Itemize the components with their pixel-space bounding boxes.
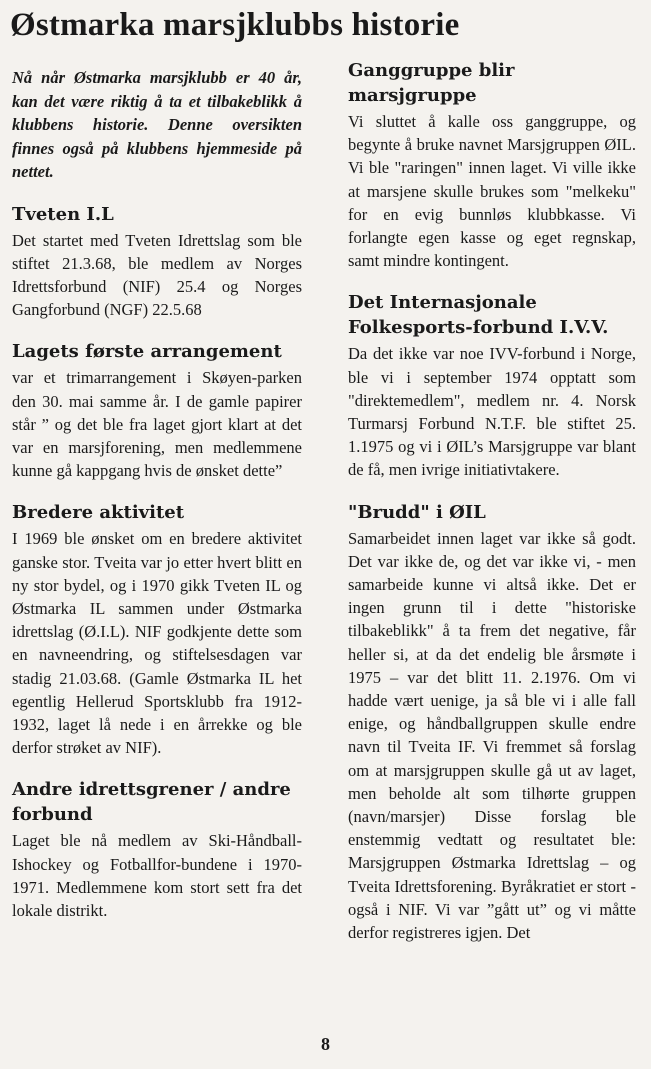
page-title: Østmarka marsjklubbs historie	[10, 7, 460, 43]
right-column	[348, 58, 636, 944]
section-heading-break: "Brudd" i ØIL	[348, 501, 486, 523]
spacer	[12, 759, 302, 777]
section-text-break: Samarbeidet innen laget var ikke så godt. Det var ikke de, og det var ikke vi, - men samarbeide kunne vi altså ikke. Det er ingen grunn til i dette "historiske tilbakeblikk" å ta frem det negative, får heller si, at da det endelig ble årsmøte i 1975 – var det blitt 11. 2.1976. Om vi hadde vært uenige, ja så ble vi i alle fall enige, og håndballgruppen skulle endre navn til Tveita IF. Vi fremmet så forslag om at marsjgruppen skulle gå ut av laget, men beholde alt som tilhørte gruppen (navn/marsjer) Disse forslag ble enstemmig vedtatt og resultatet ble: Marsjgruppen Østmarka Idrettslag – og Tveita Idrettsforening. Byråkratiet er stort - også i NIF. Vi var ”gått ut” og vi måtte derfor registreres igjen. Det	[348, 528, 636, 943]
spacer	[348, 482, 636, 500]
spacer	[12, 188, 302, 202]
section-text-walking-group: Vi sluttet å kalle oss ganggruppe, og begynte å bruke navnet Marsjgruppen ØIL. Vi ble "raringen" innen laget. Vi ville ikke at marsjene skulle brukes som "melkeku" for en evig bunnløs klubbkasse. Vi forlangte egen kasse og eget regnskap, samt mindre kontingent.	[348, 112, 636, 271]
section-heading-first-event: Lagets første arrangement	[12, 341, 282, 363]
intro-text: Nå når Østmarka marsjklubb er 40 år, kan det være riktig å ta et tilbakeblikk å klubbens historie. Denne oversikten finnes også på klubbens hjemmeside på nettet.	[12, 68, 302, 181]
spacer	[348, 272, 636, 290]
section-text-tveten: Det startet med Tveten Idrettslag som ble stiftet 21.3.68, ble medlem av Norges Idrettsforbund (NIF) 25.4 og Norges Gangforbund (NGF) 22.5.68	[12, 230, 302, 320]
section-text-first-event: var et trimarrangement i Skøyen-parken den 30. mai samme år. I de gamle papirer står ” og det ble fra laget gjort klart at det var en marsjforening, men medlemmene kunne gå kappgang hvis de ønsket dette”	[12, 368, 302, 481]
section-heading-other-sports: Andre idrettsgrener / andre forbund	[12, 779, 291, 826]
section-heading-tveten: Tveten I.L	[12, 203, 114, 225]
spacer	[12, 482, 302, 500]
left-column	[12, 58, 302, 922]
section-text-other-sports: Laget ble nå medlem av Ski-Håndball-Ishockey og Fotballfor-bundene i 1970-1971. Medlemmene kom stort sett fra det lokale distrikt.	[12, 831, 302, 920]
section-text-broader-activity: I 1969 ble ønsket om en bredere aktivitet ganske stor. Tveita var jo etter hvert blitt en ny stor bydel, og i 1970 gikk Tveten IL og Østmarka IL sammen under Østmarka idrettslag (Ø.I.L). NIF godkjente dette som en navneendring, og stiftelsesdagen var stadig 21.03.68. (Gamle Østmarka IL het egentlig Hellerud Sportsklubb fra 1912-1932, laget lå nede i en årrekke og ble derfor strøket av NIF).	[12, 529, 302, 758]
section-heading-broader-activity: Bredere aktivitet	[12, 502, 185, 524]
section-text-ivv: Da det ikke var noe IVV-forbund i Norge, ble vi i september 1974 opptatt som "direktemedlem", medlem nr. 4. Norsk Turmarsj Forbund N.T.F. ble stiftet 25. 1.1975 og vi i ØIL’s Marsjgruppe var blant de få, men ivrige initiativtakere.	[348, 344, 636, 480]
section-heading-walking-group: Ganggruppe blir marsjgruppe	[348, 60, 515, 106]
section-heading-ivv: Det Internasjonale Folkesports-forbund I.V.V.	[348, 292, 609, 339]
spacer	[12, 321, 302, 339]
page-number: 8	[321, 1034, 330, 1054]
